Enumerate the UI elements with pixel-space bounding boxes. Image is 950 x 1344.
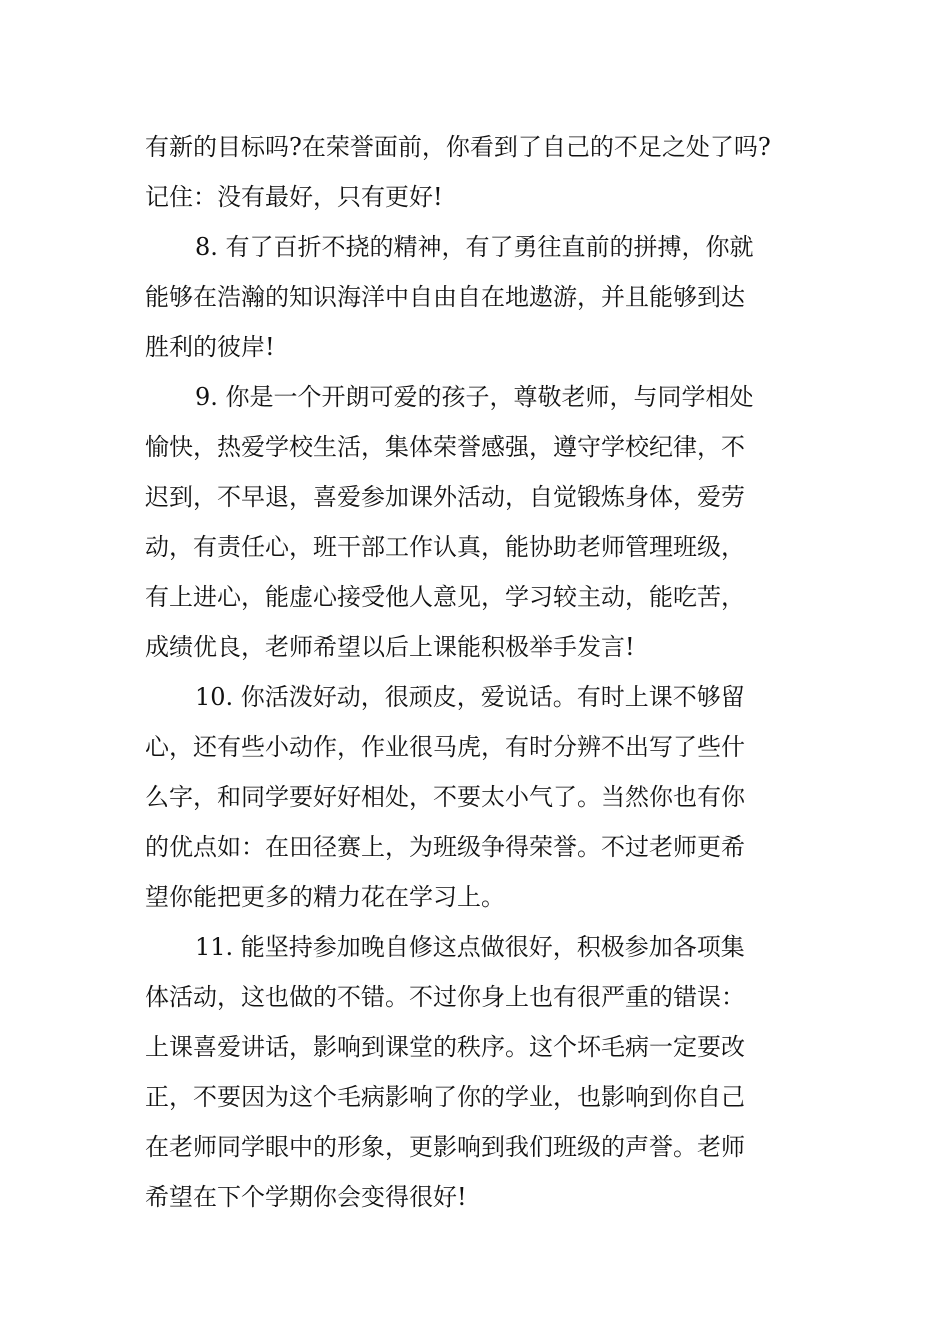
text-line: 心，还有些小动作，作业很马虎，有时分辨不出写了些什	[145, 733, 745, 761]
text-line: 有新的目标吗?在荣誉面前，你看到了自己的不足之处了吗?	[145, 133, 771, 161]
text-line: 有上进心，能虚心接受他人意见，学习较主动，能吃苦，	[145, 583, 745, 611]
paragraph-11	[145, 922, 835, 1222]
text-line: 在老师同学眼中的形象，更影响到我们班级的声誉。老师	[145, 1133, 745, 1161]
text-line: 能够在浩瀚的知识海洋中自由自在地遨游，并且能够到达	[145, 283, 745, 311]
paragraph-10	[145, 672, 835, 922]
text-line: 记住：没有最好，只有更好!	[145, 183, 443, 211]
text-line: 11. 能坚持参加晚自修这点做很好，积极参加各项集	[195, 933, 745, 961]
text-line: 10. 你活泼好动，很顽皮，爱说话。有时上课不够留	[195, 683, 745, 711]
paragraph-8	[145, 222, 835, 372]
paragraph-continued	[145, 122, 835, 222]
text-line: 胜利的彼岸!	[145, 333, 275, 361]
text-line: 么字，和同学要好好相处，不要太小气了。当然你也有你	[145, 783, 745, 811]
document-body	[145, 122, 835, 1222]
paragraph-9	[145, 372, 835, 672]
text-line: 成绩优良，老师希望以后上课能积极举手发言!	[145, 633, 635, 661]
text-line: 希望在下个学期你会变得很好!	[145, 1183, 467, 1211]
text-line: 8. 有了百折不挠的精神，有了勇往直前的拼搏，你就	[195, 233, 754, 261]
text-line: 正，不要因为这个毛病影响了你的学业，也影响到你自己	[145, 1083, 745, 1111]
text-line: 的优点如：在田径赛上，为班级争得荣誉。不过老师更希	[145, 833, 745, 861]
text-line: 望你能把更多的精力花在学习上。	[145, 883, 505, 911]
text-line: 上课喜爱讲话，影响到课堂的秩序。这个坏毛病一定要改	[145, 1033, 745, 1061]
text-line: 9. 你是一个开朗可爱的孩子，尊敬老师，与同学相处	[195, 383, 754, 411]
text-line: 愉快，热爱学校生活，集体荣誉感强，遵守学校纪律，不	[145, 433, 745, 461]
text-line: 动，有责任心，班干部工作认真，能协助老师管理班级，	[145, 533, 745, 561]
text-line: 迟到，不早退，喜爱参加课外活动，自觉锻炼身体，爱劳	[145, 483, 745, 511]
text-line: 体活动，这也做的不错。不过你身上也有很严重的错误：	[145, 983, 745, 1011]
